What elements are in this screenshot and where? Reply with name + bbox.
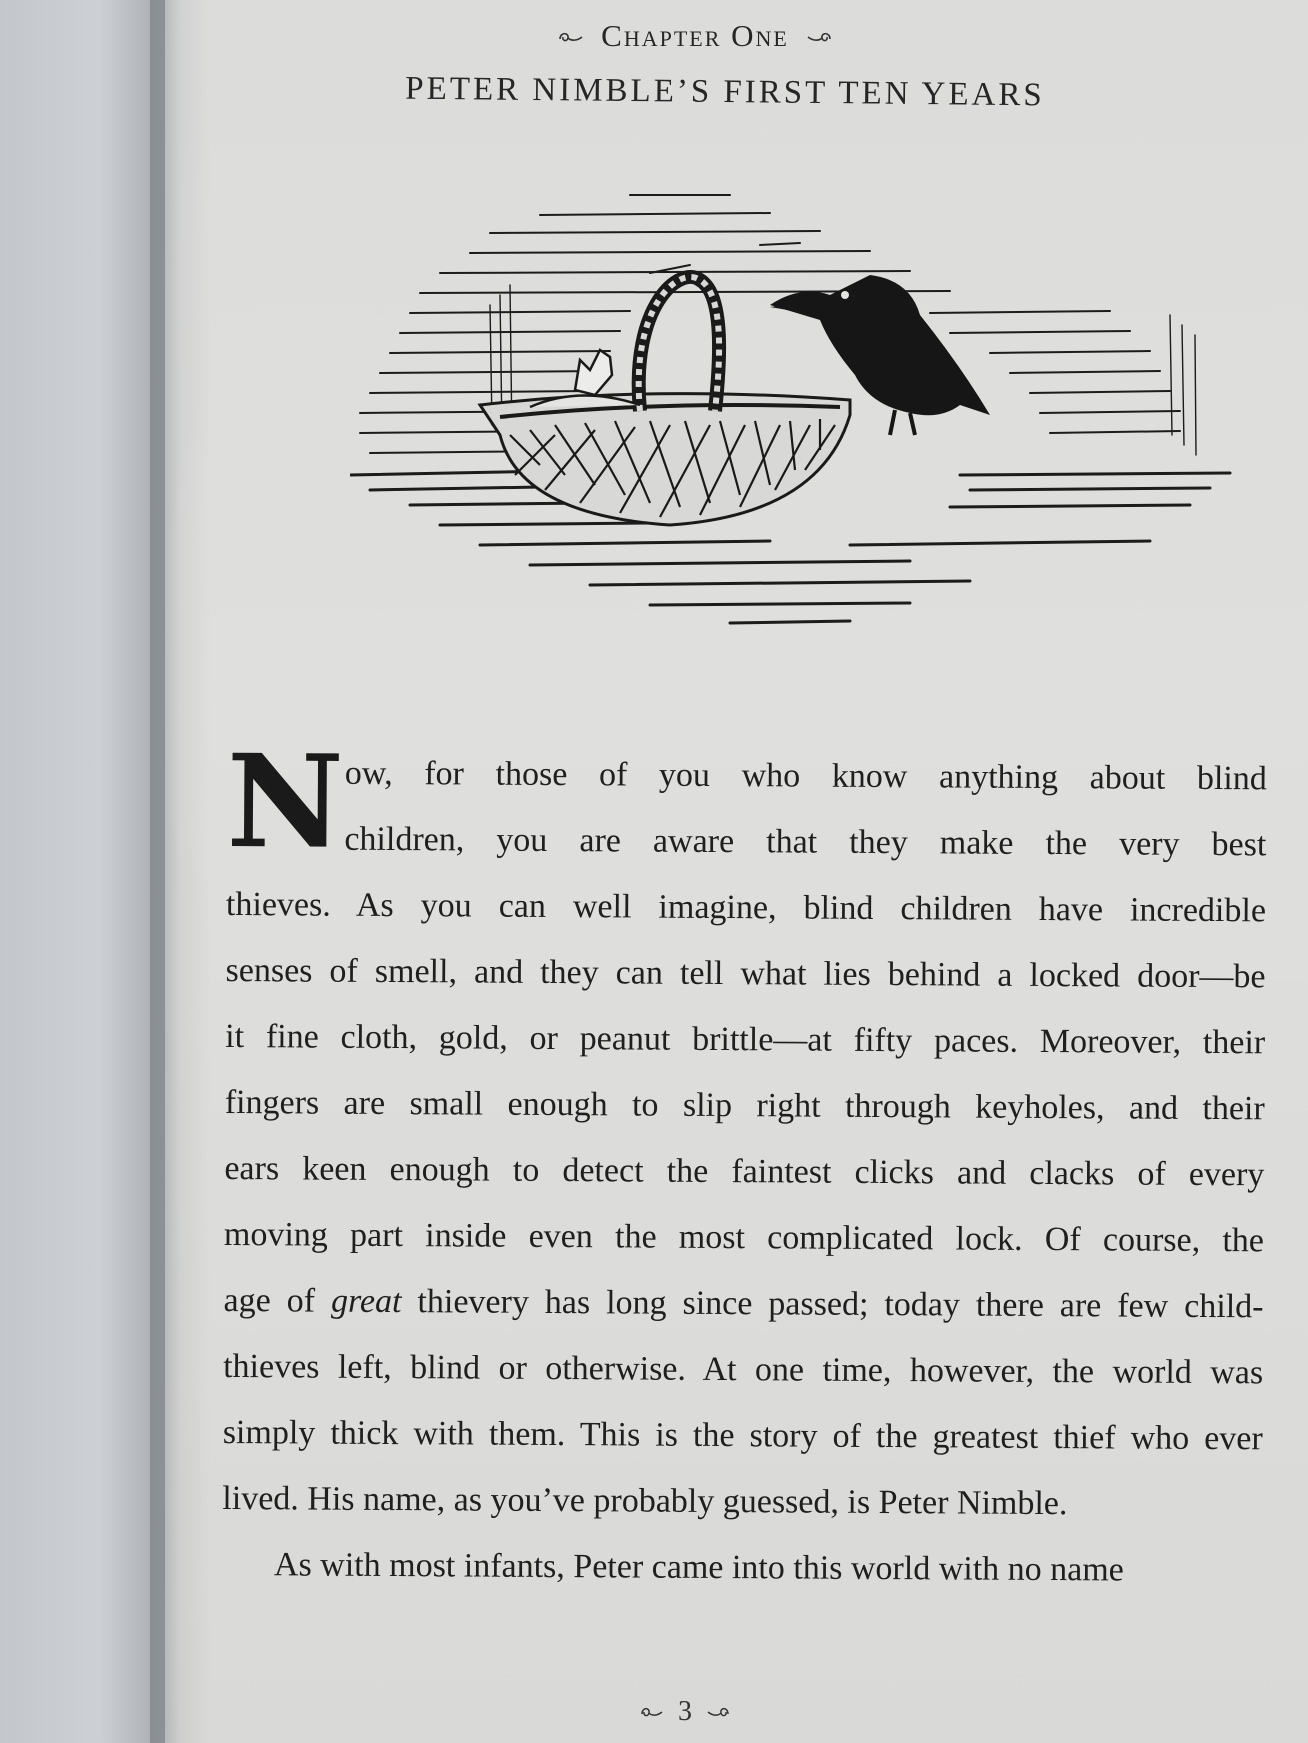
text-line: it fine cloth, gold, or peanut brittle—at fifty paces. Moreover, their [225,1017,1266,1062]
text-line: lived. His name, as you’ve probably guessed, is Peter Nimble. [222,1479,1068,1523]
text-line: simply thick with them. This is the story of the greatest thief who ever [222,1413,1263,1458]
left-page-edge [0,0,165,1743]
scroll-ornament-left-icon [557,27,585,51]
scroll-ornament-left-icon [639,1702,665,1725]
text-line: children, you are aware that they make the very best [344,820,1267,864]
chapter-label-text: Chapter One [601,18,789,53]
text-line: fingers are small enough to slip right through keyholes, and their [224,1083,1265,1128]
text-line: ears keen enough to detect the faintest clicks and clacks of every [224,1149,1265,1194]
scroll-ornament-right-icon [805,27,833,51]
text-line: ow, for those of you who know anything about blind [344,754,1267,798]
chapter-title: PETER NIMBLE’S FIRST TEN YEARS [405,70,1045,114]
text-line: thieves. As you can well imagine, blind children have incredible [225,885,1267,930]
scroll-ornament-right-icon [705,1702,731,1725]
body-text [222,727,1267,1604]
text-line: senses of smell, and they can tell what lies behind a locked door—be [225,951,1266,996]
text-fragment: age of [223,1281,332,1320]
text-line-with-italic [223,1268,1263,1340]
text-fragment: thievery has long since passed; today there are few child- [401,1283,1264,1326]
text-line: thieves left, blind or otherwise. At one time, however, the world was [223,1347,1264,1392]
book-page [165,0,1308,1743]
text-line: moving part inside even the most complicated lock. Of course, the [223,1215,1265,1260]
page-number-text: 3 [678,1696,692,1727]
chapter-label [165,18,1225,54]
text-line: As with most infants, Peter came into this world with no name [273,1546,1124,1589]
drop-cap: N [226,727,345,878]
page-number [165,1696,1205,1728]
italic-word: great [330,1282,402,1321]
gutter-shadow [150,0,210,1743]
raven-and-basket-illustration-icon [350,185,1308,655]
